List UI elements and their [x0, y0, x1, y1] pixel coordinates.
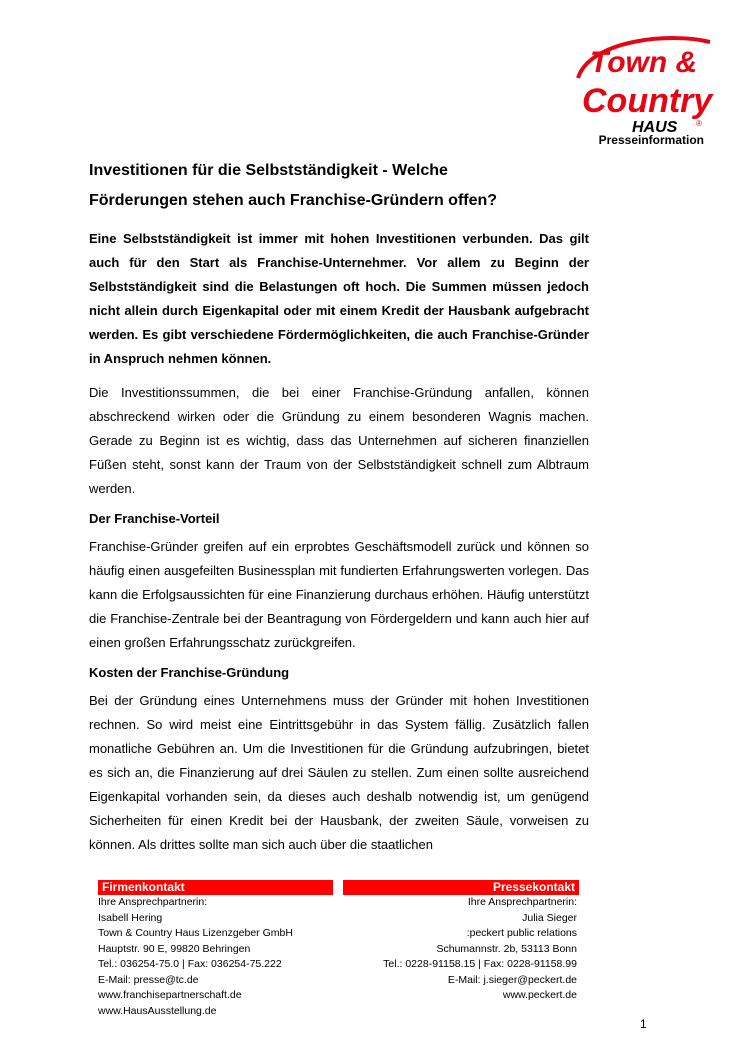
section-heading-kosten: Kosten der Franchise-Gründung: [89, 665, 290, 680]
press-information-label: Presseinformation: [598, 133, 704, 147]
title-line-1: Investitionen für die Selbstständigkeit - Welche: [89, 162, 448, 179]
lead-paragraph: Eine Selbstständigkeit ist immer mit hohen Investitionen verbunden. Das gilt auch für den Start als Franchise-Unternehmer. Vor allem zu Beginn der Selbstständigkeit sind die Belastungen oft hoch. Die Summen müssen jedoch nicht allein durch Eigenkapital oder mit einem Kredit der Hausbank aufgebracht werden. Es gibt verschiedene Fördermöglichkeiten, die auch Franchise-Gründer in Anspruch nehmen können.: [89, 231, 589, 366]
press-contact-line: Tel.: 0228-91158.15 | Fax: 0228-91158.99: [383, 958, 577, 970]
paragraph-3: Bei der Gründung eines Unternehmens muss der Gründer mit hohen Investitionen rechnen. So wird meist eine Eintrittsgebühr in das System fällig. Zusätzlich fallen monatliche Gebühren an. Um die Investitionen für die Gründung aufzubringen, bietet es sich an, die Finanzierung auf drei Säulen zu stellen. Zum einen sollte ausreichend Eigenkapital vorhanden sein, da dieses auch deshalb notwendig ist, um genügend Sicherheiten für einen Kredit bei der Hausbank, der zweiten Säule, vorweisen zu können. Als drittes sollte man sich auch über die staatlichen: [89, 693, 589, 852]
press-contact-email[interactable]: E-Mail: j.sieger@peckert.de: [447, 973, 577, 986]
paragraph-1: Die Investitionssummen, die bei einer Franchise-Gründung anfallen, können abschreckend wirken oder die Gründung zu einem besonderen Wagnis machen. Gerade zu Beginn ist es wichtig, dass das Unternehmen auf sicheren finanziellen Füßen steht, sonst kann der Traum von der Selbstständigkeit schnell zum Albtraum werden.: [89, 385, 589, 496]
company-contact-title: Firmenkontakt: [98, 880, 333, 895]
press-contact-line: Julia Sieger: [522, 911, 577, 924]
company-contact-line: Ihre Ansprechpartnerin:: [98, 896, 208, 908]
company-contact-website[interactable]: www.HausAusstellung.de: [98, 1004, 217, 1017]
logo-registered-mark: ®: [696, 119, 702, 128]
press-contact-block: [343, 880, 579, 1004]
logo-line3: HAUS: [632, 119, 678, 136]
press-contact-title: Pressekontakt: [343, 880, 579, 895]
company-contact-line: Hauptstr. 90 E, 99820 Behringen: [98, 942, 251, 955]
company-contact-line: Isabell Hering: [98, 911, 163, 924]
company-contact-line: Tel.: 036254-75.0 | Fax: 036254-75.222: [98, 958, 282, 970]
company-contact-website[interactable]: www.franchisepartnerschaft.de: [98, 989, 242, 1001]
company-contact-email[interactable]: E-Mail: presse@tc.de: [98, 973, 199, 986]
article-body: [89, 227, 589, 863]
logo-line1: Town &: [590, 46, 698, 79]
company-contact-block: [98, 880, 333, 1019]
press-contact-line: Schumannstr. 2b, 53113 Bonn: [436, 942, 577, 955]
press-contact-line: Ihre Ansprechpartnerin:: [467, 896, 577, 908]
logo-line2: Country: [582, 82, 713, 120]
section-heading-franchise-vorteil: Der Franchise-Vorteil: [89, 511, 220, 526]
title-line-2: Förderungen stehen auch Franchise-Gründern offen?: [89, 192, 498, 209]
town-country-haus-logo: [560, 30, 720, 150]
company-contact-line: Town & Country Haus Lizenzgeber GmbH: [98, 927, 293, 939]
article-title: [89, 156, 589, 216]
page-number: 1: [640, 1017, 647, 1031]
press-contact-line: :peckert public relations: [466, 927, 577, 939]
paragraph-2: Franchise-Gründer greifen auf ein erprobtes Geschäftsmodell zurück und können so häufig einen ausgefeilten Businessplan mit fundierten Erfahrungswerten vorlegen. Das kann die Erfolgsaussichten für eine Finanzierung durchaus erhöhen. Häufig unterstützt die Franchise-Zentrale bei der Beantragung von Fördergeldern und kann auch hier auf einen großen Erfahrungsschatz zurückgreifen.: [89, 539, 589, 650]
press-contact-website[interactable]: www.peckert.de: [502, 989, 577, 1001]
